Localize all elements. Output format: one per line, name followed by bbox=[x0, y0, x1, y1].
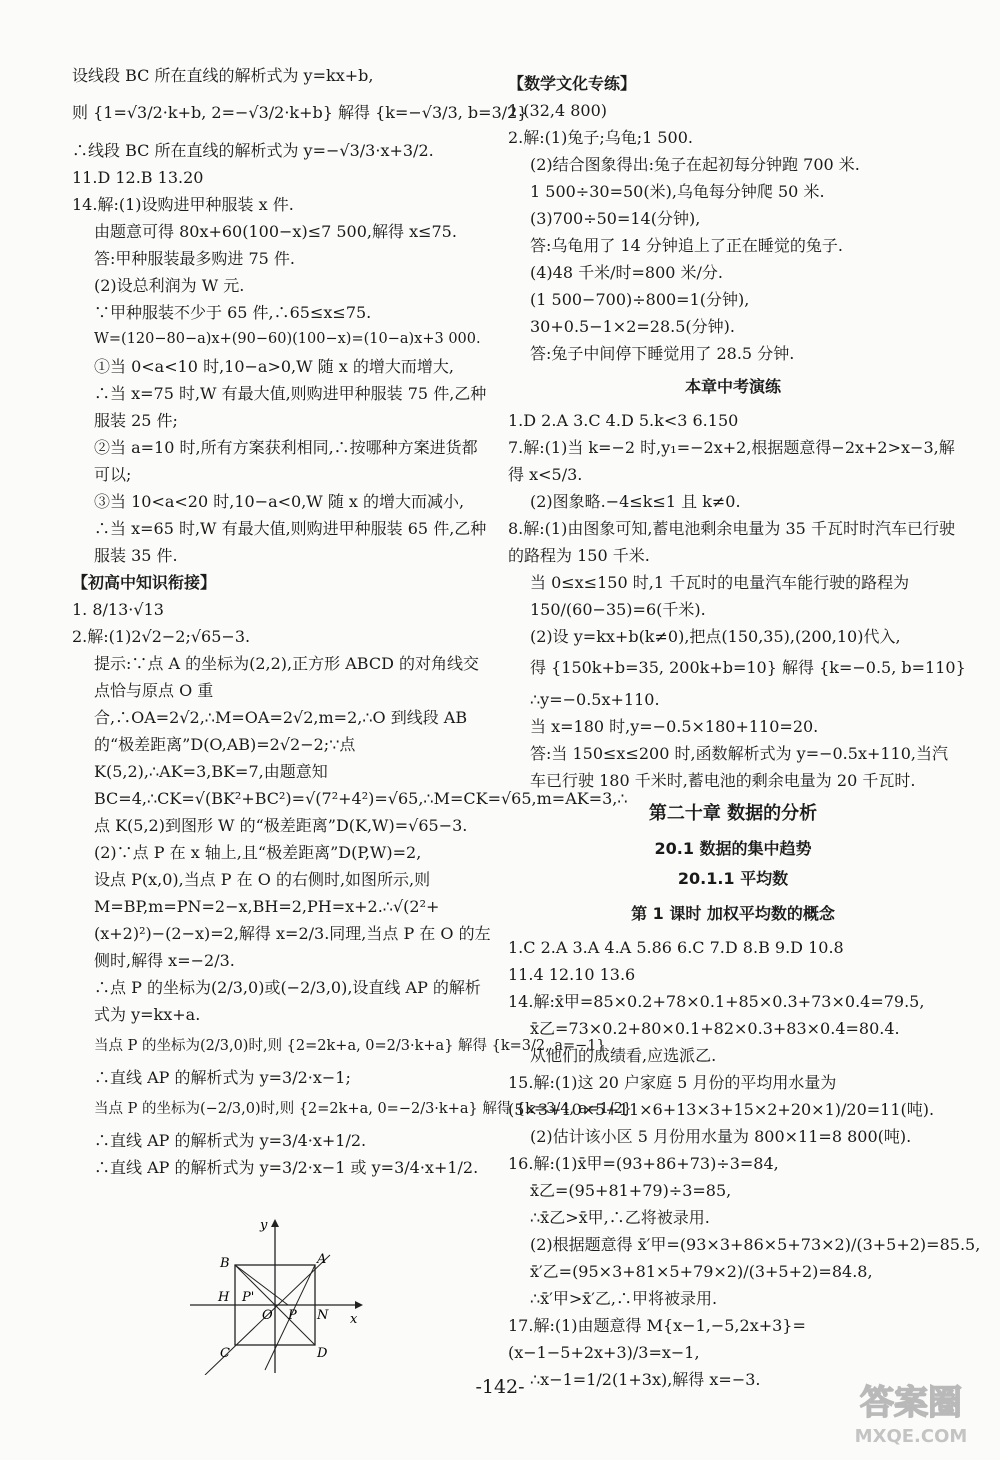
text-line: (3)700÷50=14(分钟), bbox=[530, 209, 701, 228]
text-line: ∴线段 BC 所在直线的解析式为 y=−√3/3·x+3/2. bbox=[72, 141, 434, 160]
text-line: ②当 a=10 时,所有方案获利相同,∴按哪种方案进货都可以; bbox=[94, 438, 478, 484]
answer-line: 16.解:(1)x̄甲=(93+86+73)÷3=84, bbox=[508, 1154, 779, 1173]
text-line: ③当 10<a<20 时,10−a<0,W 随 x 的增大而减小, bbox=[94, 492, 465, 511]
text-line: ∴当 x=75 时,W 有最大值,则购进甲种服装 75 件,乙种服装 25 件; bbox=[94, 384, 487, 430]
text-line: ∴当 x=65 时,W 有最大值,则购进甲种服装 65 件,乙种服装 35 件. bbox=[94, 519, 487, 565]
text-line: ∴直线 AP 的解析式为 y=3/2·x−1 或 y=3/4·x+1/2. bbox=[94, 1158, 479, 1177]
text-line: 当 x=180 时,y=−0.5×180+110=20. bbox=[530, 717, 819, 736]
coordinate-figure bbox=[190, 1215, 370, 1375]
text-line: (2)根据题意得 x̄′甲=(93×3+86×5+73×2)/(3+5+2)=85.5, bbox=[530, 1235, 981, 1254]
answer-line: 7.解:(1)当 k=−2 时,y₁=−2x+2,根据题意得−2x+2>x−3,解得 x<5/3. bbox=[508, 438, 955, 484]
right-column bbox=[508, 70, 981, 1393]
subsection-title: 20.1.1 平均数 bbox=[677, 869, 789, 888]
text-line: (2)设 y=kx+b(k≠0),把点(150,35),(200,10)代入, bbox=[530, 627, 901, 646]
text-line: 设线段 BC 所在直线的解析式为 y=kx+b, bbox=[72, 66, 374, 85]
text-line: (2)设总利润为 W 元. bbox=[94, 276, 245, 295]
label-p-prime: P' bbox=[242, 1290, 255, 1305]
text-line: ∴x−1=1/2(1+3x),解得 x=−3. bbox=[530, 1370, 761, 1389]
answer-line: 8.解:(1)由图象可知,蓄电池剩余电量为 35 千瓦时时汽车已行驶的路程为 150 千米. bbox=[508, 519, 955, 565]
text-line: 1 500÷30=50(米),乌龟每分钟爬 50 米. bbox=[530, 182, 825, 201]
label-c: C bbox=[220, 1346, 230, 1361]
answer-line: 15.解:(1)这 20 户家庭 5 月份的平均用水量为 (5×3+10×5+11×6+13×3+15×2+20×1)/20=11(吨). bbox=[508, 1073, 935, 1119]
svg-text:答案圈: 答案圈 bbox=[860, 1383, 962, 1423]
text-line: W=(120−80−a)x+(90−60)(100−x)=(10−a)x+3 000. bbox=[94, 331, 481, 347]
section-heading: 【数学文化专练】 bbox=[508, 74, 637, 93]
answer-line: 14.解:(1)设购进甲种服装 x 件. bbox=[72, 195, 294, 214]
text-line: (2)估计该小区 5 月份用水量为 800×11=8 800(吨). bbox=[530, 1127, 912, 1146]
text-line: 答:乌龟用了 14 分钟追上了正在睡觉的兔子. bbox=[530, 236, 844, 255]
text-line: 答:兔子中间停下睡觉用了 28.5 分钟. bbox=[530, 344, 795, 363]
text-line: (2)∵点 P 在 x 轴上,且“极差距离”D(P,W)=2, bbox=[94, 843, 422, 862]
section-title: 本章中考演练 bbox=[684, 377, 781, 396]
label-a: A bbox=[317, 1252, 327, 1267]
label-b: B bbox=[220, 1256, 230, 1271]
text-line: x̄乙=(95+81+79)÷3=85, bbox=[530, 1181, 732, 1200]
label-d: D bbox=[317, 1346, 328, 1361]
answer-line: 1.D 2.A 3.C 4.D 5.k<3 6.150 bbox=[508, 411, 739, 430]
equation-system: 当点 P 的坐标为(−2/3,0)时,则 {2=2k+a, 0=−2/3·k+a} 解得 {k=3/4, a=1/2} bbox=[94, 1101, 633, 1117]
text-line: 从他们的成绩看,应选派乙. bbox=[530, 1046, 717, 1065]
text-line: 设点 P(x,0),当点 P 在 O 的右侧时,如图所示,则 M=BP,m=PN=2−x,BH=2,PH=x+2.∴√(2²+(x+2)²)−(2−x)=2,解得 x=2/3.同理,当点 P 在 O 的左侧时,解得 x=−2/3. bbox=[94, 870, 491, 970]
x-axis-arrow bbox=[355, 1301, 363, 1309]
text-line: 答:甲种服装最多购进 75 件. bbox=[94, 249, 296, 268]
text-line: 30+0.5−1×2=28.5(分钟). bbox=[530, 317, 735, 336]
text-line: (4)48 千米/时=800 米/分. bbox=[530, 263, 724, 282]
text-line: ∴直线 AP 的解析式为 y=3/2·x−1; bbox=[94, 1068, 351, 1087]
answer-line: 1.C 2.A 3.A 4.A 5.86 6.C 7.D 8.B 9.D 10.8 bbox=[508, 938, 844, 957]
label-x: x bbox=[350, 1312, 358, 1327]
text-line: ∴直线 AP 的解析式为 y=3/4·x+1/2. bbox=[94, 1131, 367, 1150]
answer-line: 1. 8/13·√13 bbox=[72, 600, 164, 619]
lesson-title: 第 1 课时 加权平均数的概念 bbox=[631, 904, 835, 923]
answer-line: 2.解:(1)2√2−2;√65−3. bbox=[72, 627, 251, 646]
label-h: H bbox=[218, 1290, 230, 1305]
text-line: ∴x̄′甲>x̄′乙,∴甲将被录用. bbox=[530, 1289, 718, 1308]
text-line: 当 0≤x≤150 时,1 千瓦时的电量汽车能行驶的路程为 150/(60−35)=6(千米). bbox=[530, 573, 910, 619]
hint-paragraph: 提示:∵点 A 的坐标为(2,2),正方形 ABCD 的对角线交点恰与原点 O 重合,∴OA=2√2,∴M=OA=2√2,m=2,∴O 到线段 AB 的“极差距离”D(O,AB)=2√2−2;∵点 K(5,2),∴AK=3,BK=7,由题意知 BC=4,∴CK=√(BK²+BC²)=√(7²+4²)=√65,∴M=CK=√65,m=AK=3,∴点 K(5,2)到图形 W 的“极差距离”D(K,W)=√65−3. bbox=[94, 654, 628, 835]
label-y: y bbox=[260, 1218, 268, 1233]
text-line: ∴y=−0.5x+110. bbox=[530, 690, 660, 709]
equation-system: 当点 P 的坐标为(2/3,0)时,则 {2=2k+a, 0=2/3·k+a} 解得 {k=3/2, a=−1} bbox=[94, 1038, 606, 1054]
svg-text:MXQE.COM: MXQE.COM bbox=[854, 1426, 968, 1447]
answer-line: 11.D 12.B 13.20 bbox=[72, 168, 204, 187]
answer-line: 2.解:(1)兔子;乌龟;1 500. bbox=[508, 128, 693, 147]
text-line: (2)结合图象得出:兔子在起初每分钟跑 700 米. bbox=[530, 155, 860, 174]
answer-line: 11.4 12.10 13.6 bbox=[508, 965, 636, 984]
label-o: O bbox=[262, 1308, 273, 1323]
answer-line: 14.解:x̄甲=85×0.2+78×0.1+85×0.3+73×0.4=79.5, bbox=[508, 992, 925, 1011]
text-line: (1 500−700)÷800=1(分钟), bbox=[530, 290, 750, 309]
text-line: 由题意可得 80x+60(100−x)≤7 500,解得 x≤75. bbox=[94, 222, 457, 241]
text-line: x̄乙=73×0.2+80×0.1+82×0.3+83×0.4=80.4. bbox=[530, 1019, 900, 1038]
answer-line: 1.(32,4 800) bbox=[508, 101, 607, 120]
label-p: P bbox=[288, 1308, 297, 1323]
section-title: 20.1 数据的集中趋势 bbox=[654, 839, 812, 858]
text-line: 答:当 150≤x≤200 时,函数解析式为 y=−0.5x+110,当汽车已行驶 180 千米时,蓄电池的剩余电量为 20 千瓦时. bbox=[530, 744, 949, 790]
answer-line: 17.解:(1)由题意得 M{x−1,−5,2x+3}=(x−1−5+2x+3)/3=x−1, bbox=[508, 1316, 806, 1362]
text-line: ①当 0<a<10 时,10−a>0,W 随 x 的增大而增大, bbox=[94, 357, 454, 376]
chapter-title: 第二十章 数据的分析 bbox=[648, 803, 818, 824]
text-line: ∴点 P 的坐标为(2/3,0)或(−2/3,0),设直线 AP 的解析式为 y=kx+a. bbox=[94, 978, 481, 1024]
equation-system: 得 {150k+b=35, 200k+b=10} 解得 {k=−0.5, b=110} bbox=[530, 658, 966, 677]
y-axis-arrow bbox=[271, 1219, 279, 1227]
section-heading: 【初高中知识衔接】 bbox=[72, 573, 217, 592]
text-line: ∵甲种服装不少于 65 件,∴65≤x≤75. bbox=[94, 303, 372, 322]
label-n: N bbox=[317, 1308, 329, 1323]
page-number: -142- bbox=[475, 1376, 525, 1398]
watermark-logo bbox=[836, 1372, 986, 1452]
text-line: x̄′乙=(95×3+81×5+79×2)/(3+5+2)=84.8, bbox=[530, 1262, 873, 1281]
text-line: (2)图象略.−4≤k≤1 且 k≠0. bbox=[530, 492, 741, 511]
text-line: ∴x̄乙>x̄甲,∴乙将被录用. bbox=[530, 1208, 710, 1227]
equation-system: 则 {1=√3/2·k+b, 2=−√3/2·k+b} 解得 {k=−√3/3, b=3/2} bbox=[72, 103, 528, 122]
